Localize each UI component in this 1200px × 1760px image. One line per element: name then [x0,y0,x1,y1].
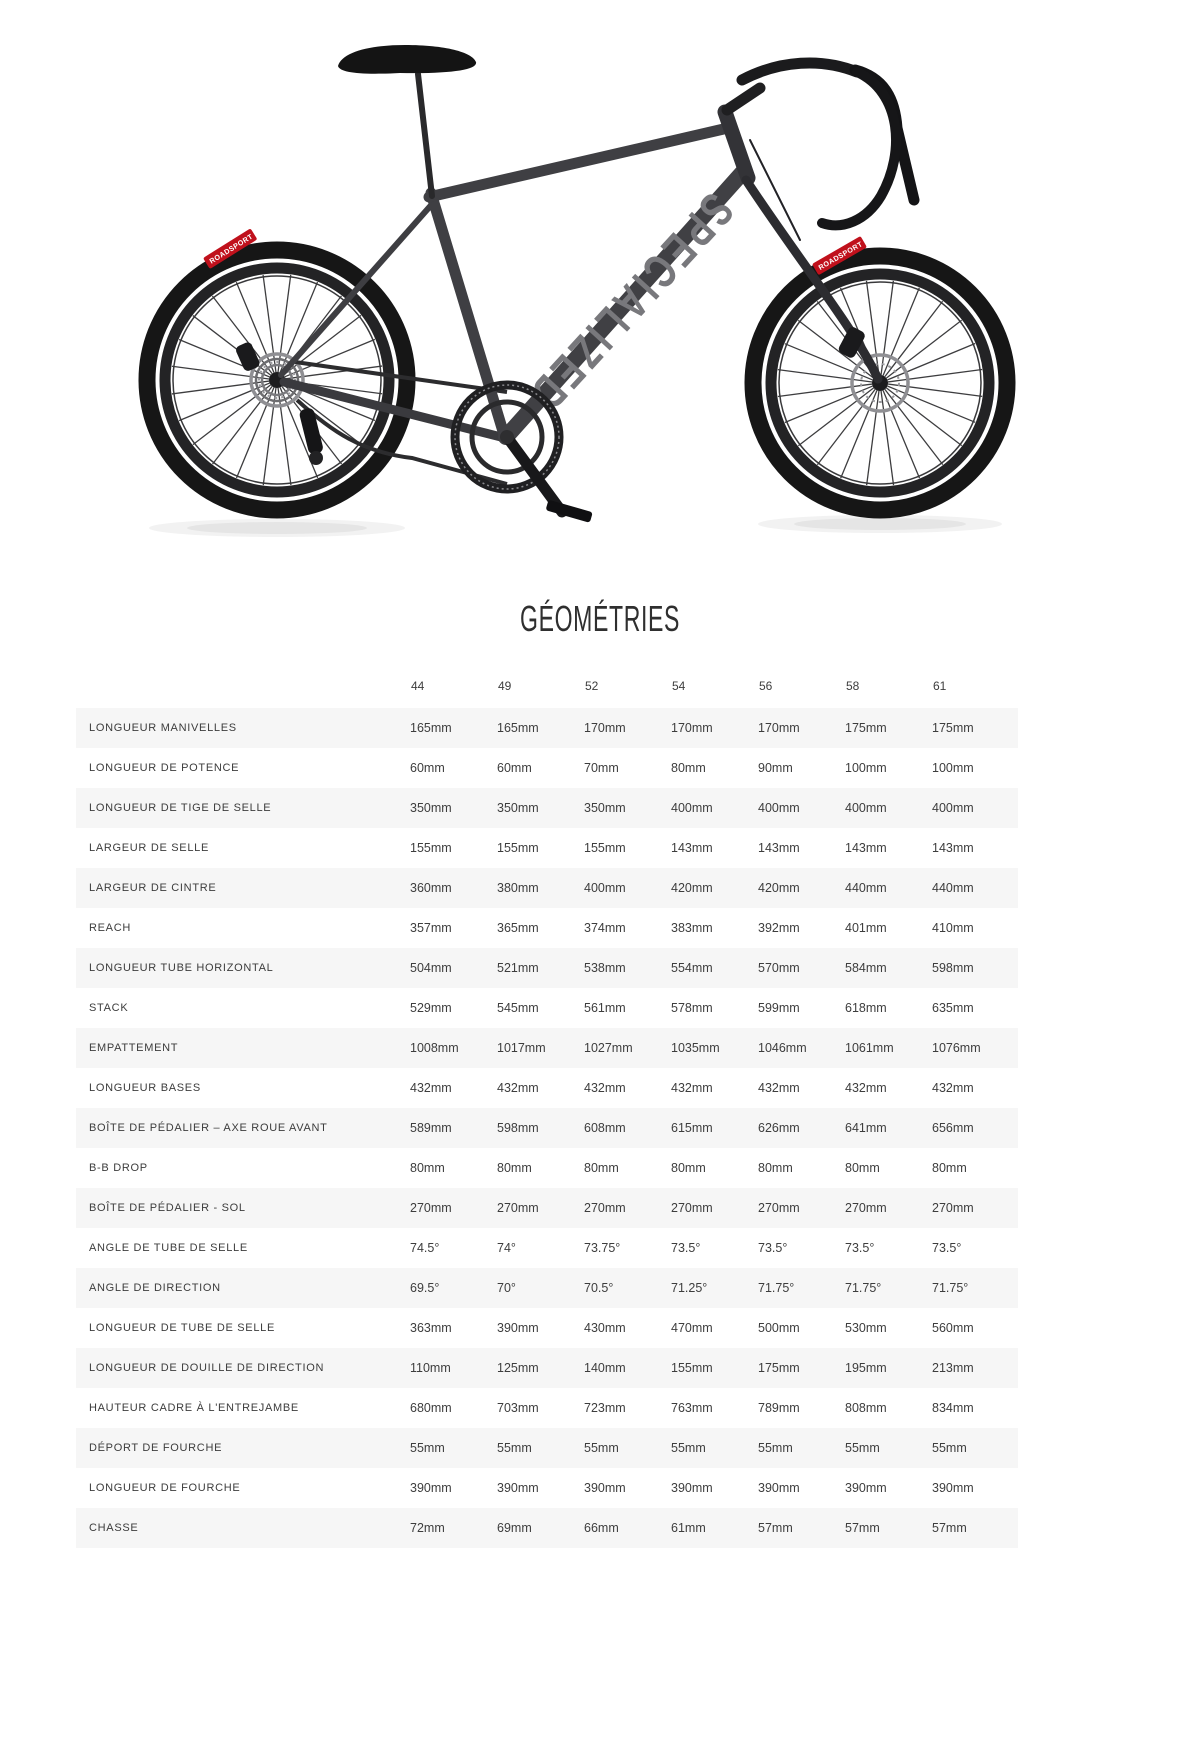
row-value: 350mm [410,801,452,815]
row-value: 195mm [845,1361,887,1375]
handlebar-drop [822,72,896,225]
row-value: 1027mm [584,1041,633,1055]
row-value: 570mm [758,961,800,975]
row-value: 641mm [845,1121,887,1135]
row-value: 270mm [497,1201,539,1215]
size-header: 52 [585,679,599,693]
row-value: 430mm [584,1321,626,1335]
bike-image-container [0,0,1200,588]
row-value: 589mm [410,1121,452,1135]
row-label: LONGUEUR BASES [89,1082,201,1094]
row-value: 1035mm [671,1041,720,1055]
row-value: 70mm [584,761,619,775]
table-row [76,1228,1018,1268]
row-value: 598mm [497,1121,539,1135]
row-value: 270mm [671,1201,713,1215]
row-label: LARGEUR DE SELLE [89,842,210,854]
row-value: 383mm [671,921,713,935]
row-value: 70° [497,1281,516,1295]
rear-derailleur [298,407,324,455]
row-label: DÉPORT DE FOURCHE [89,1442,223,1454]
row-value: 73.5° [845,1241,875,1255]
table-row [76,708,1018,748]
row-value: 175mm [932,721,974,735]
row-value: 57mm [932,1521,967,1535]
table-row [76,988,1018,1028]
row-value: 55mm [410,1441,445,1455]
row-value: 432mm [671,1081,713,1095]
row-value: 90mm [758,761,793,775]
row-value: 400mm [758,801,800,815]
row-value: 363mm [410,1321,452,1335]
row-value: 390mm [410,1481,452,1495]
row-value: 73.5° [671,1241,701,1255]
row-value: 392mm [758,921,800,935]
row-value: 55mm [497,1441,532,1455]
row-value: 73.75° [584,1241,621,1255]
row-value: 270mm [758,1201,800,1215]
row-value: 74.5° [410,1241,440,1255]
row-value: 72mm [410,1521,445,1535]
row-value: 270mm [584,1201,626,1215]
row-value: 374mm [584,921,626,935]
size-header: 44 [411,679,425,693]
row-value: 155mm [497,841,539,855]
row-value: 390mm [584,1481,626,1495]
size-header: 58 [846,679,860,693]
row-value: 432mm [410,1081,452,1095]
row-value: 71.75° [758,1281,795,1295]
front-tire-badge-label: ROADSPORT [816,239,865,272]
row-value: 432mm [584,1081,626,1095]
section-title [0,598,1200,640]
row-value: 143mm [758,841,800,855]
row-value: 432mm [758,1081,800,1095]
row-value: 808mm [845,1401,887,1415]
row-value: 55mm [584,1441,619,1455]
row-value: 400mm [932,801,974,815]
rear-tire-badge-label: ROADSPORT [207,231,255,266]
row-value: 834mm [932,1401,974,1415]
row-value: 140mm [584,1361,626,1375]
row-value: 656mm [932,1121,974,1135]
table-row [76,828,1018,868]
row-value: 390mm [932,1481,974,1495]
table-row [76,1148,1018,1188]
row-value: 440mm [932,881,974,895]
stem [727,88,760,110]
row-value: 440mm [845,881,887,895]
row-value: 60mm [410,761,445,775]
row-value: 57mm [845,1521,880,1535]
row-value: 578mm [671,1001,713,1015]
row-value: 401mm [845,921,887,935]
row-value: 390mm [497,1321,539,1335]
row-value: 270mm [845,1201,887,1215]
row-value: 125mm [497,1361,539,1375]
row-label: LONGUEUR DE POTENCE [89,762,240,774]
row-value: 213mm [932,1361,974,1375]
row-value: 80mm [671,761,706,775]
row-value: 80mm [845,1161,880,1175]
row-value: 270mm [932,1201,974,1215]
row-label: LONGUEUR MANIVELLES [89,722,237,734]
row-value: 175mm [845,721,887,735]
row-value: 165mm [497,721,539,735]
section-title-text: GÉOMÉTRIES [519,598,681,639]
row-label: BOÎTE DE PÉDALIER - SOL [89,1202,246,1214]
row-value: 680mm [410,1401,452,1415]
row-value: 69.5° [410,1281,440,1295]
bb-axle [500,430,514,444]
row-value: 80mm [584,1161,619,1175]
row-value: 390mm [845,1481,887,1495]
row-value: 390mm [758,1481,800,1495]
row-value: 560mm [932,1321,974,1335]
size-header-row [76,664,1018,708]
row-value: 80mm [932,1161,967,1175]
row-value: 71.75° [932,1281,969,1295]
row-value: 71.75° [845,1281,882,1295]
row-label: BOÎTE DE PÉDALIER – AXE ROUE AVANT [89,1122,328,1134]
table-row [76,1028,1018,1068]
row-value: 545mm [497,1001,539,1015]
row-label: STACK [89,1002,129,1014]
row-value: 723mm [584,1401,626,1415]
row-value: 521mm [497,961,539,975]
row-label: REACH [89,922,132,934]
row-value: 1017mm [497,1041,546,1055]
row-label: LARGEUR DE CINTRE [89,882,217,894]
row-value: 143mm [932,841,974,855]
row-value: 165mm [410,721,452,735]
row-value: 100mm [932,761,974,775]
row-value: 69mm [497,1521,532,1535]
row-value: 703mm [497,1401,539,1415]
rear-brake-caliper [234,341,261,373]
row-value: 1061mm [845,1041,894,1055]
table-row [76,908,1018,948]
row-label: EMPATTEMENT [89,1042,179,1054]
table-row [76,748,1018,788]
derailleur-pulley [309,451,323,465]
row-label: HAUTEUR CADRE À L'ENTREJAMBE [89,1402,299,1414]
row-value: 538mm [584,961,626,975]
row-value: 390mm [497,1481,539,1495]
row-value: 420mm [671,881,713,895]
row-label: LONGUEUR DE TUBE DE SELLE [89,1322,276,1334]
row-value: 143mm [671,841,713,855]
row-value: 420mm [758,881,800,895]
table-row [76,1468,1018,1508]
row-value: 61mm [671,1521,706,1535]
bike-image [100,0,1100,580]
row-value: 410mm [932,921,974,935]
row-value: 155mm [671,1361,713,1375]
row-value: 110mm [410,1361,451,1375]
seatpost [418,74,432,196]
row-value: 504mm [410,961,452,975]
table-row [76,1108,1018,1148]
brand-logo-text: SPECIALIZED [517,183,745,423]
geometry-table-rows [76,708,1018,1548]
row-value: 584mm [845,961,887,975]
row-value: 400mm [845,801,887,815]
row-label: LONGUEUR TUBE HORIZONTAL [89,962,274,974]
row-value: 390mm [671,1481,713,1495]
row-value: 500mm [758,1321,800,1335]
row-value: 615mm [671,1121,713,1135]
row-label: ANGLE DE DIRECTION [89,1282,221,1294]
row-value: 400mm [671,801,713,815]
size-header: 49 [498,679,512,693]
row-value: 270mm [410,1201,452,1215]
size-header: 61 [933,679,947,693]
row-value: 598mm [932,961,974,975]
row-value: 561mm [584,1001,626,1015]
row-value: 170mm [758,721,800,735]
row-value: 357mm [410,921,452,935]
row-label: LONGUEUR DE DOUILLE DE DIRECTION [89,1362,325,1374]
row-value: 55mm [845,1441,880,1455]
row-value: 155mm [584,841,626,855]
table-row [76,1428,1018,1468]
geometry-table [76,664,1018,1548]
row-value: 55mm [671,1441,706,1455]
row-value: 73.5° [758,1241,788,1255]
table-row [76,1268,1018,1308]
saddle [338,45,476,74]
row-label: CHASSE [89,1522,139,1534]
row-value: 1046mm [758,1041,807,1055]
row-value: 1076mm [932,1041,981,1055]
row-value: 432mm [497,1081,539,1095]
row-value: 100mm [845,761,887,775]
row-value: 1008mm [410,1041,459,1055]
row-label: LONGUEUR DE TIGE DE SELLE [89,802,272,814]
table-row [76,1508,1018,1548]
row-value: 55mm [758,1441,793,1455]
row-value: 789mm [758,1401,800,1415]
pedal [546,500,593,523]
row-value: 80mm [497,1161,532,1175]
row-value: 80mm [671,1161,706,1175]
row-value: 73.5° [932,1241,962,1255]
row-value: 529mm [410,1001,452,1015]
table-row [76,948,1018,988]
row-value: 71.25° [671,1281,708,1295]
row-value: 432mm [932,1081,974,1095]
table-row [76,1348,1018,1388]
row-value: 626mm [758,1121,800,1135]
row-value: 70.5° [584,1281,614,1295]
row-value: 470mm [671,1321,713,1335]
row-value: 380mm [497,881,539,895]
table-row [76,1188,1018,1228]
table-row [76,788,1018,828]
row-value: 74° [497,1241,516,1255]
handlebar-top [742,63,857,80]
row-value: 55mm [932,1441,967,1455]
row-value: 360mm [410,881,452,895]
row-value: 80mm [410,1161,445,1175]
row-value: 57mm [758,1521,793,1535]
rear-wheel [147,250,407,510]
row-label: ANGLE DE TUBE DE SELLE [89,1242,248,1254]
size-header: 54 [672,679,686,693]
table-row [76,868,1018,908]
table-row [76,1308,1018,1348]
row-value: 554mm [671,961,713,975]
row-value: 432mm [845,1081,887,1095]
row-value: 350mm [497,801,539,815]
row-value: 365mm [497,921,539,935]
row-value: 170mm [671,721,713,735]
row-value: 60mm [497,761,532,775]
row-value: 635mm [932,1001,974,1015]
row-label: LONGUEUR DE FOURCHE [89,1482,241,1494]
row-value: 618mm [845,1001,887,1015]
row-value: 143mm [845,841,887,855]
row-value: 350mm [584,801,626,815]
row-value: 155mm [410,841,452,855]
row-value: 66mm [584,1521,619,1535]
row-value: 608mm [584,1121,626,1135]
row-value: 170mm [584,721,626,735]
row-value: 80mm [758,1161,793,1175]
row-value: 599mm [758,1001,800,1015]
size-header: 56 [759,679,773,693]
table-row [76,1068,1018,1108]
top-tube [429,128,728,197]
row-value: 400mm [584,881,626,895]
table-row [76,1388,1018,1428]
row-label: B-B DROP [89,1162,148,1174]
row-value: 530mm [845,1321,887,1335]
row-value: 175mm [758,1361,800,1375]
row-value: 763mm [671,1401,713,1415]
